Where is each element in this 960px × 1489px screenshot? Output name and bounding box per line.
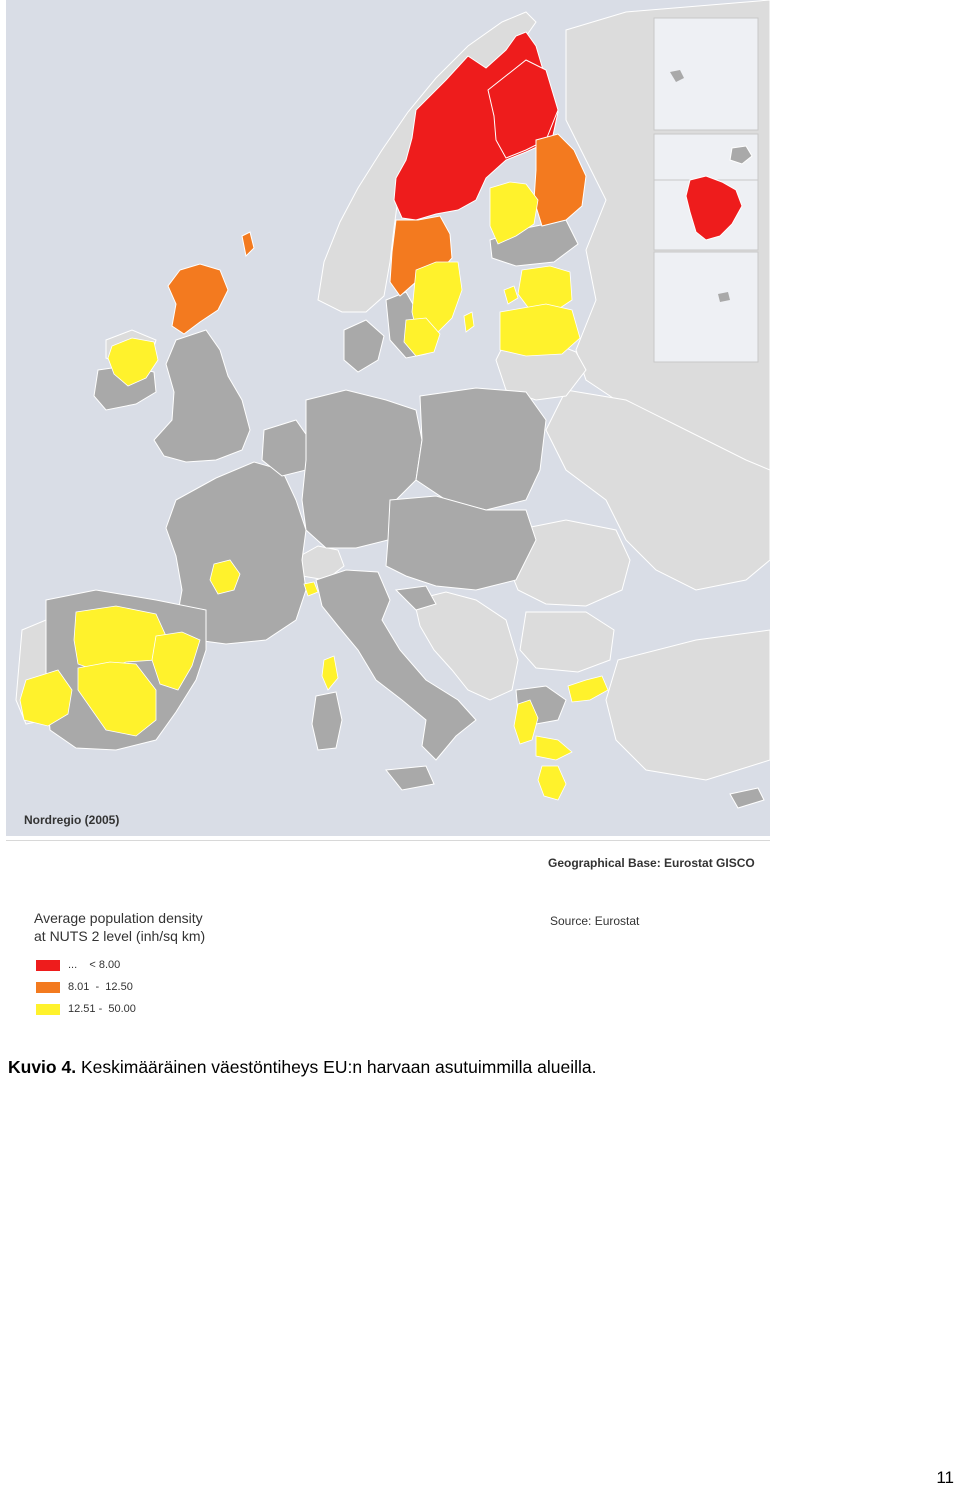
legend-title bbox=[34, 909, 205, 945]
region-poland bbox=[416, 388, 546, 510]
legend-label-low: ... < 8.00 bbox=[68, 959, 121, 971]
legend-swatch-high bbox=[36, 1004, 60, 1015]
page-number: 11 bbox=[936, 1468, 954, 1487]
inset-panel bbox=[654, 18, 758, 362]
region-bulgaria bbox=[520, 612, 614, 672]
europe-density-map bbox=[6, 0, 770, 836]
region-central-europe bbox=[386, 496, 536, 590]
legend-title-line1: Average population density bbox=[34, 910, 203, 926]
legend-label-high: 12.51 - 50.00 bbox=[68, 1003, 136, 1015]
caption-text: Keskimääräinen väestöntiheys EU:n harvaan asutuimmilla alueilla. bbox=[80, 1057, 597, 1077]
legend-label-mid: 8.01 - 12.50 bbox=[68, 981, 133, 993]
map-credit: Nordregio (2005) bbox=[24, 813, 120, 827]
source-note: Source: Eurostat bbox=[550, 914, 640, 928]
legend-panel bbox=[6, 840, 770, 1025]
region-sardinia bbox=[312, 692, 342, 750]
legend-swatch-mid bbox=[36, 982, 60, 993]
figure-caption bbox=[8, 1057, 597, 1078]
geographical-base-note: Geographical Base: Eurostat GISCO bbox=[548, 856, 755, 870]
region-estonia bbox=[500, 304, 580, 356]
legend-title-line2: at NUTS 2 level (inh/sq km) bbox=[34, 928, 206, 944]
legend-swatch-low bbox=[36, 960, 60, 971]
caption-label: Kuvio 4. bbox=[8, 1057, 77, 1077]
